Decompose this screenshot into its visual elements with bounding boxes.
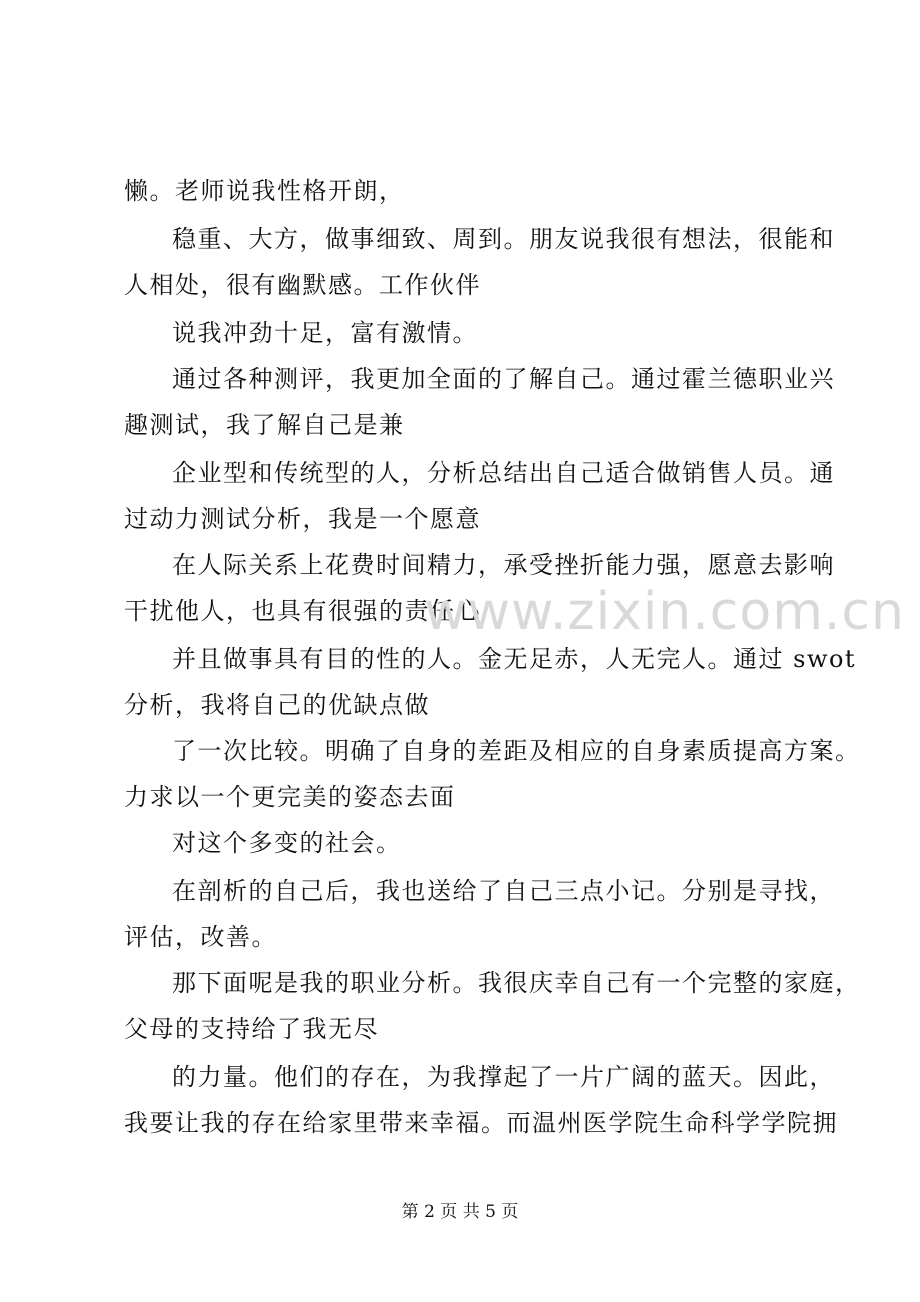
text-line: 说我冲劲十足，富有激情。 [172,319,478,347]
text-line: 过动力测试分析，我是一个愿意 [124,505,481,533]
text-line: 通过各种测评，我更加全面的了解自己。通过霍兰德职业兴 [172,365,835,393]
text-line: 分析，我将自己的优缺点做 [124,691,430,719]
text-line: 那下面呢是我的职业分析。我很庆幸自己有一个完整的家庭， [172,969,861,997]
text-line: 在人际关系上花费时间精力，承受挫折能力强，愿意去影响 [172,551,835,579]
text-line: 人相处，很有幽默感。工作伙伴 [124,271,481,299]
text-line: 的力量。他们的存在，为我撑起了一片广阔的蓝天。因此， [172,1063,835,1091]
text-line: 评估，改善。 [124,923,277,951]
watermark: www.zixin.com.cn [424,582,905,642]
text-line: 稳重、大方，做事细致、周到。朋友说我很有想法，很能和 [172,225,835,253]
text-line: 趣测试，我了解自己是兼 [124,411,405,439]
text-line: 在剖析的自己后，我也送给了自己三点小记。分别是寻找， [172,877,835,905]
text-line: 企业型和传统型的人，分析总结出自己适合做销售人员。通 [172,459,835,487]
text-line: 懒。老师说我性格开朗， [124,177,405,205]
text-line: 力求以一个更完美的姿态去面 [124,783,456,811]
text-line: 干扰他人，也具有很强的责任心 [124,597,481,625]
text-line: 对这个多变的社会。 [172,829,402,857]
text-line: 父母的支持给了我无尽 [124,1015,379,1043]
text-line: 并且做事具有目的性的人。金无足赤，人无完人。通过 swot [172,645,857,673]
page-footer: 第 2 页 共 5 页 [401,1202,519,1222]
text-line: 我要让我的存在给家里带来幸福。而温州医学院生命科学学院拥 [124,1109,838,1137]
text-line: 了一次比较。明确了自身的差距及相应的自身素质提高方案。 [172,737,861,765]
